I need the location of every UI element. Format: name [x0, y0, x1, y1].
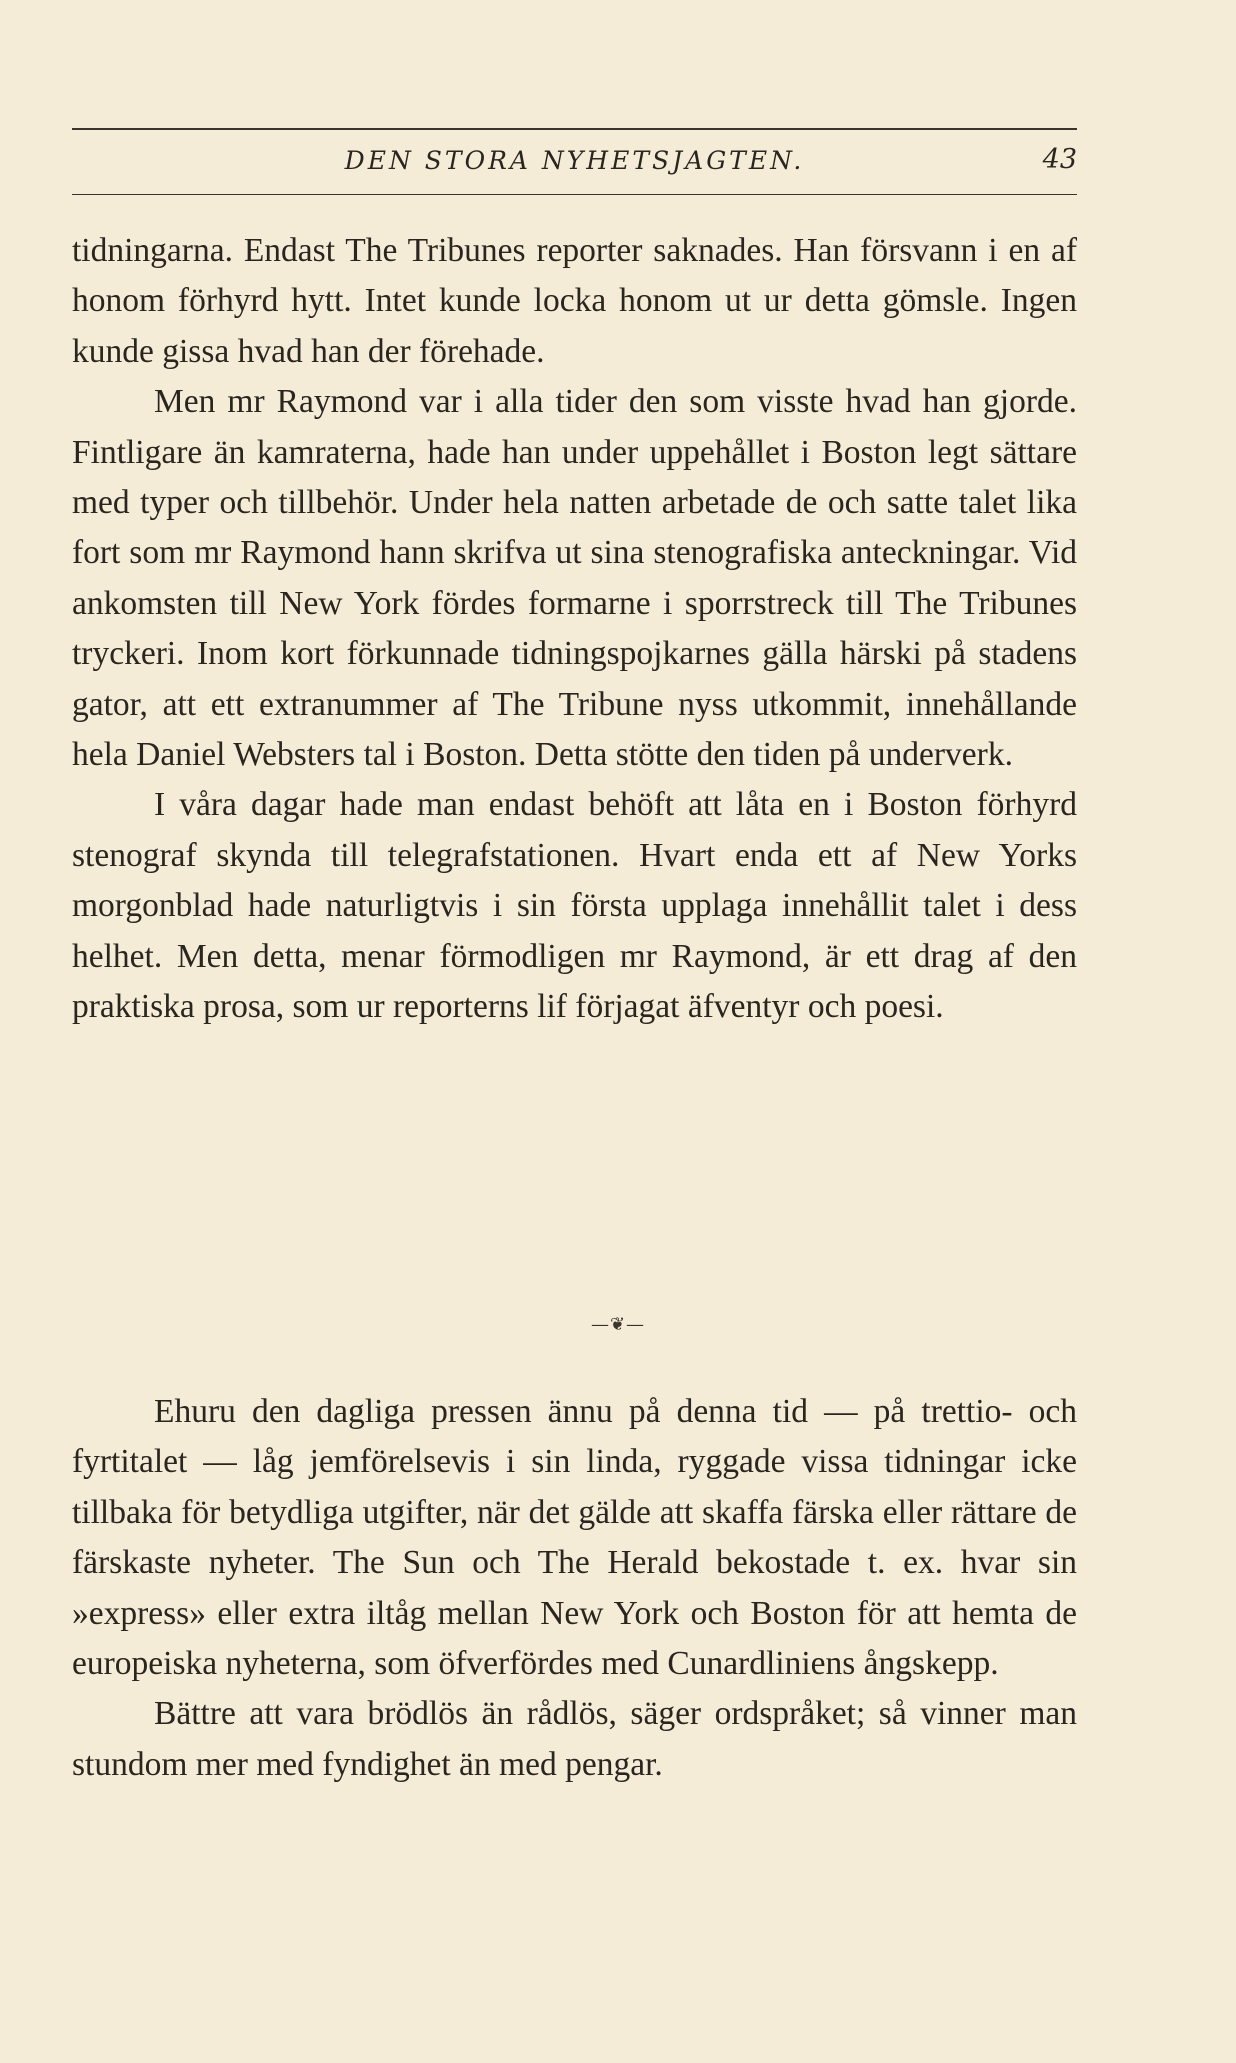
- running-title: DEN STORA NYHETSJAGTEN.: [344, 146, 805, 175]
- text-section-2: [72, 1387, 1077, 1790]
- paragraph-2: Men mr Raymond var i alla tider den som visste hvad han gjorde. Fintligare än kamraterna, hade han under uppehållet i Boston legt sättare med typer och tillbehör. Under hela natten arbetade de och satte talet lika fort som mr Raymond hann skrifva ut sina stenografiska anteckningar. Vid ankomsten till New York fördes formarne i sporrstreck till The Tribunes tryckeri. Inom kort förkunnade tidningspojkarnes gälla härski på stadens gator, att ett extranummer af The Tribune nyss utkommit, innehållande hela Daniel Websters tal i Boston. Detta stötte den tiden på underverk.: [72, 383, 1077, 774]
- section-ornament: —❦—: [590, 1314, 646, 1335]
- page-number: 43: [1042, 144, 1077, 175]
- paragraph-1: tidningarna. Endast The Tribunes reporter saknades. Han försvann i en af honom förhyrd hytt. Intet kunde locka honom ut ur detta gömsle. Ingen kunde gissa hvad han der förehade.: [72, 232, 1077, 370]
- text-section-1: [72, 226, 1077, 1033]
- paragraph-4: Ehuru den dagliga pressen ännu på denna tid — på trettio- och fyrtitalet — låg jemförelsevis i sin linda, ryggade vissa tidningar icke tillbaka för betydliga utgifter, när det gälde att skaffa färska eller rättare de färskaste nyheter. The Sun och The Herald bekostade t. ex. hvar sin »express» eller extra iltåg mellan New York och Boston för att hemta de europeiska nyheterna, som öfverfördes med Cunardliniens ångskepp.: [72, 1393, 1077, 1683]
- header-rule-top: [72, 128, 1077, 130]
- paragraph-3: I våra dagar hade man endast behöft att låta en i Boston förhyrd stenograf skynda till telegrafstationen. Hvart enda ett af New Yorks morgonblad hade naturligtvis i sin första upplaga innehållit talet i dess helhet. Men detta, menar förmodligen mr Raymond, är ett drag af den praktiska prosa, som ur reporterns lif förjagat äfventyr och poesi.: [72, 786, 1077, 1026]
- paragraph-5: Bättre att vara brödlös än rådlös, säger ordspråket; så vinner man stundom mer med fyndighet än med pengar.: [72, 1695, 1077, 1783]
- header-rule-bottom: [72, 194, 1077, 195]
- running-head: [72, 140, 1077, 184]
